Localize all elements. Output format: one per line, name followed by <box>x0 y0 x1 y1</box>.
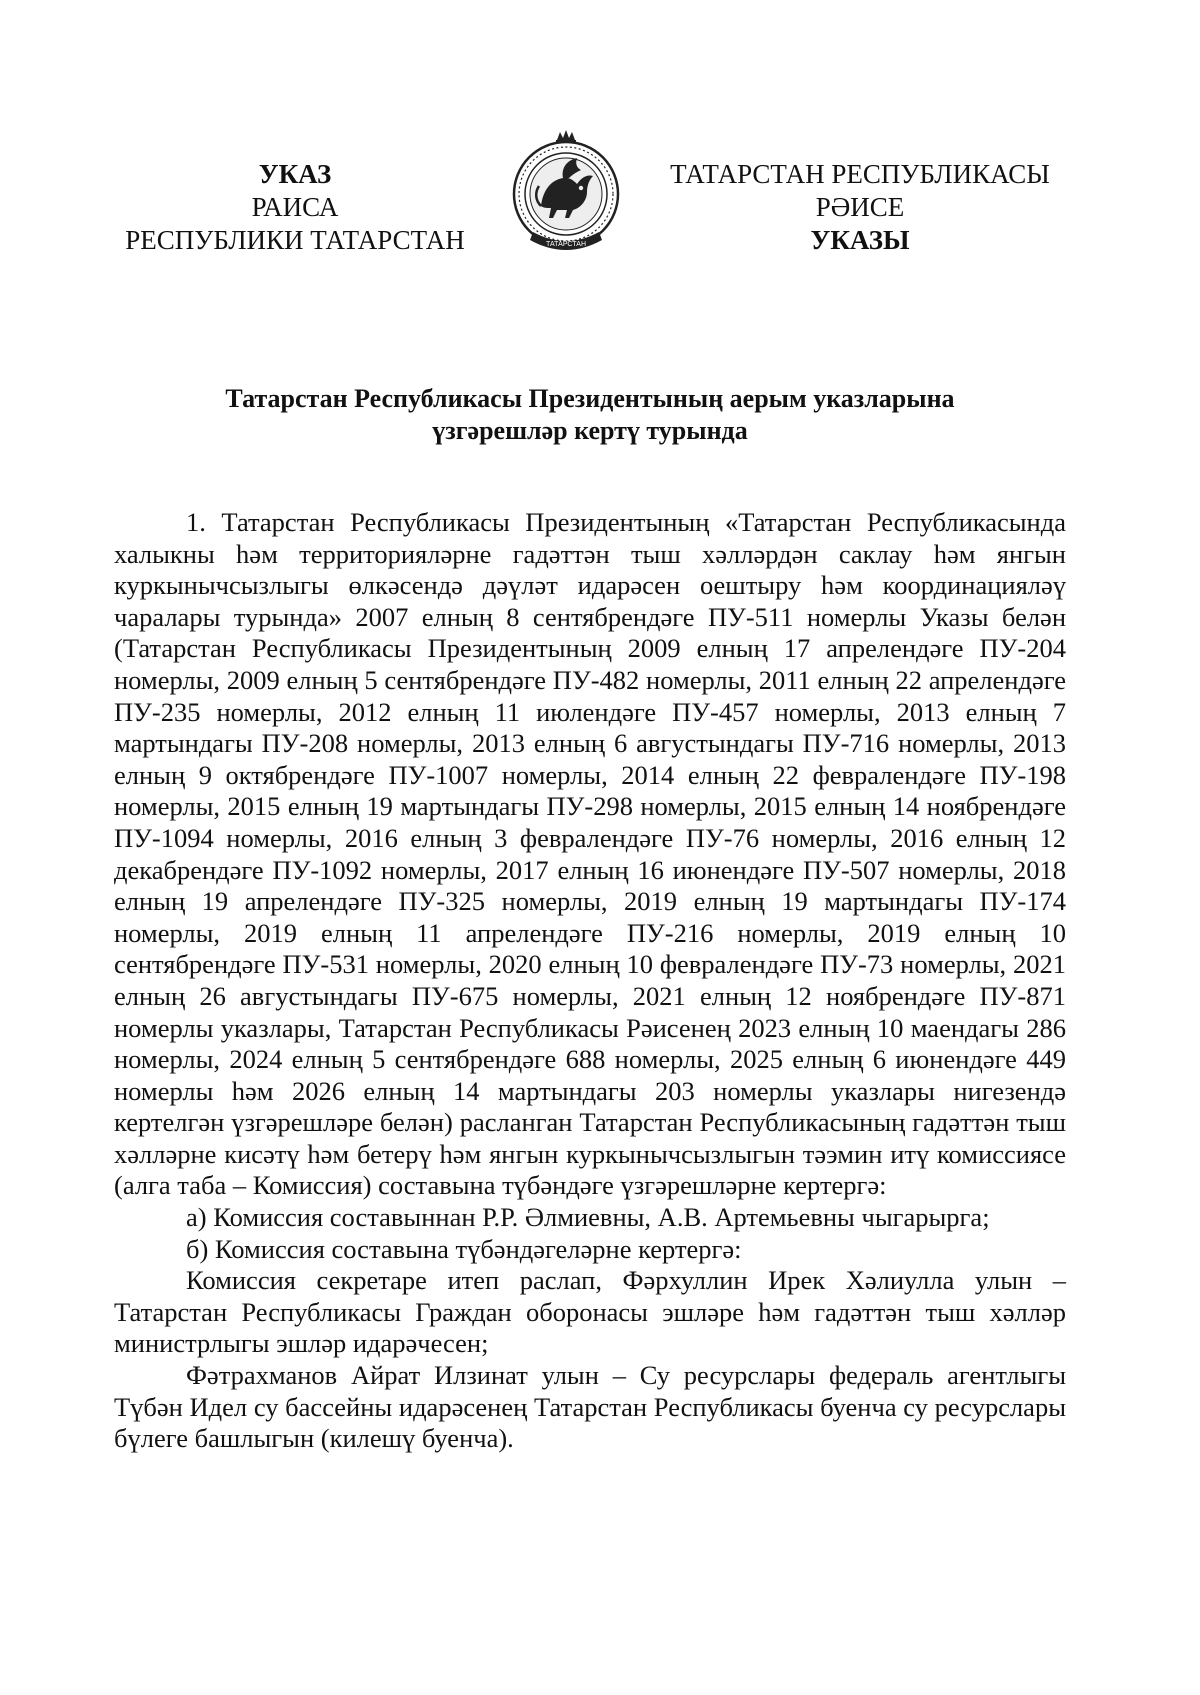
header-right-line1: ТАТАРСТАН РЕСПУБЛИКАСЫ <box>670 159 1050 189</box>
header-right-line2: РӘИСЕ <box>815 192 905 222</box>
body-paragraph-4: Комиссия секретаре итеп раслап, Фәрхуллин Ирек Хәлиулла улын – Татарстан Республикасы Граждан оборонасы эшләре һәм гадәттән тыш хәлләр министрлыгы эшләр идарәчесен; <box>114 1265 1066 1359</box>
document-body <box>114 507 1066 1455</box>
header-left-title: УКАЗ <box>258 159 332 189</box>
header-left-block <box>105 158 485 257</box>
body-paragraph-1: 1. Татарстан Республикасы Президентының «Татарстан Республикасында халыкны һәм территорияләрне гадәттән тыш хәлләрдән саклау һәм янгын куркынычсызлыгы өлкәсендә дәүләт идарәсен оештыру һәм координацияләү чаралары турында» 2007 елның 8 сентябрендәге ПУ-511 номерлы Указы белән (Татарстан Республикасы Президентының 2009 елның 17 апрелендәге ПУ-204 номерлы, 2009 елның 5 сентябрендәге ПУ-482 номерлы, 2011 елның 22 апрелендәге ПУ-235 номерлы, 2012 елның 11 июлендәге ПУ-457 номерлы, 2013 елның 7 мартындагы ПУ-208 номерлы, 2013 елның 6 августындагы ПУ-716 номерлы, 2013 елның 9 октябрендәге ПУ-1007 номерлы, 2014 елның 22 февралендәге ПУ-198 номерлы, 2015 елның 19 мартындагы ПУ-298 номерлы, 2015 елның 14 ноябрендәге ПУ-1094 номерлы, 2016 елның 3 февралендәге ПУ-76 номерлы, 2016 елның 12 декабрендәге ПУ-1092 номерлы, 2017 елның 16 июнендәге ПУ-507 номерлы, 2018 елның 19 апрелендәге ПУ-325 номерлы, 2019 елның 19 мартындагы ПУ-174 номерлы, 2019 елның 11 апрелендәге ПУ-216 номерлы, 2019 елның 10 сентябрендәге ПУ-531 номерлы, 2020 елның 10 февралендәге ПУ-73 номерлы, 2021 елның 26 августындагы ПУ-675 номерлы, 2021 елның 12 ноябрендәге ПУ-871 номерлы указлары, Татарстан Республикасы Рәисенең 2023 елның 10 маендагы 286 номерлы, 2024 елның 5 сентябрендәге 688 номерлы, 2025 елның 6 июнендәге 449 номерлы һәм 2026 елның 14 мартындагы 203 номерлы указлары нигезендә кертелгән үзгәрешләре белән) расланган Татарстан Республикасының гадәттән тыш хәлләрне кисәтү һәм бетерү һәм янгын куркынычсызлыгын тәэмин итү комиссиясе (алга таба – Комиссия) составына түбәндәге үзгәрешләрне кертергә: <box>114 507 1066 1201</box>
body-paragraph-5: Фәтрахманов Айрат Илзинат улын – Су ресурслары федераль агентлыгы Түбән Идел су бассейны идарәсенең Татарстан Республикасы буенча су ресурслары бүлеге башлыгын (килешү буенча). <box>114 1360 1066 1454</box>
body-paragraph-3: б) Комиссия составына түбәндәгеләрне кертергә: <box>186 1233 742 1264</box>
header-left-line3: РЕСПУБЛИКИ ТАТАРСТАН <box>125 225 465 255</box>
coat-of-arms-emblem-icon <box>507 128 625 256</box>
header-left-line2: РАИСА <box>251 192 339 222</box>
header-right-title: УКАЗЫ <box>810 225 910 255</box>
document-title <box>120 383 1060 447</box>
emblem-ribbon-text: ТАТАРСТАН <box>545 241 587 248</box>
body-paragraph-2: а) Комиссия составыннан Р.Р. Әлмиевны, А.В. Артемьевны чыгарырга; <box>186 1202 990 1233</box>
header-right-block <box>655 158 1065 257</box>
document-title-line2: үзгәрешләр кертү турында <box>432 416 748 445</box>
document-title-line1: Татарстан Республикасы Президентының аерым указларына <box>225 384 955 413</box>
